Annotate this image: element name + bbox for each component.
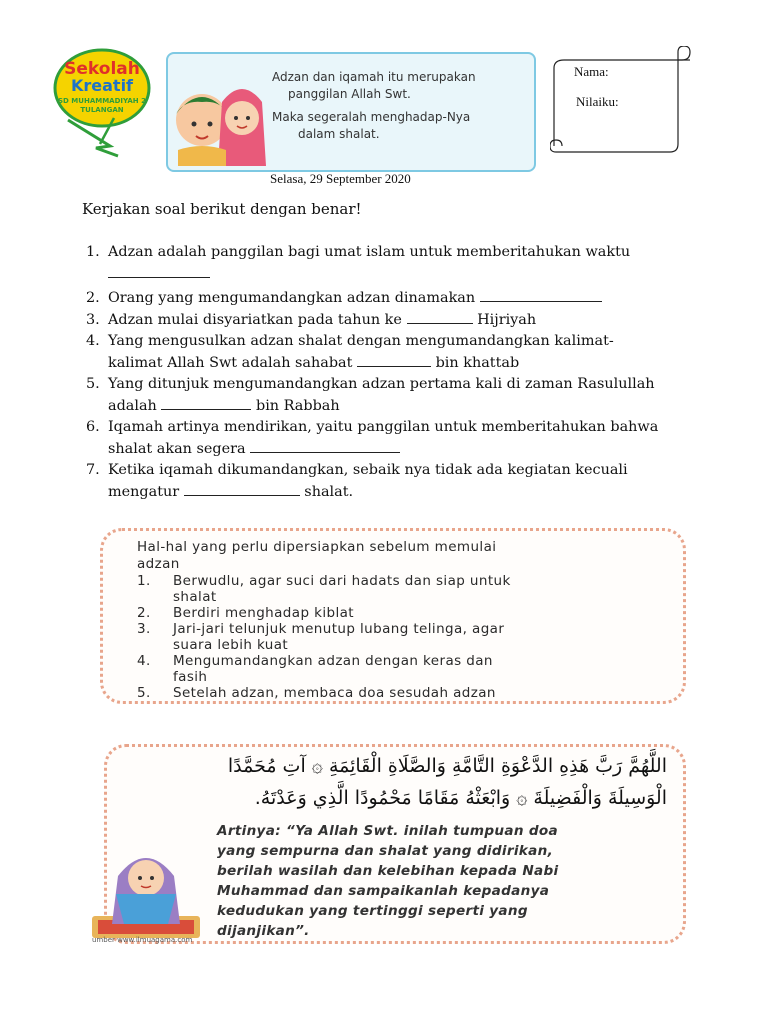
question-number: 4.	[86, 333, 100, 349]
answer-blank[interactable]	[250, 440, 400, 453]
question-text: Orang yang mengumandangkan adzan dinamakan	[108, 290, 480, 306]
answer-blank[interactable]	[108, 265, 210, 278]
question-2	[86, 288, 706, 310]
question-number: 5.	[86, 376, 100, 392]
children-illustration-icon	[170, 62, 270, 166]
prep-item-text: Jari-jari telunjuk menutup lubang telinga, agar	[173, 621, 505, 637]
question-text: mengatur	[108, 483, 184, 500]
question-5	[86, 374, 706, 417]
logo-text-sekolah: Sekolah	[64, 59, 140, 79]
question-text: Adzan mulai disyariatkan pada tahun ke	[108, 311, 407, 328]
prep-item-text: Setelah adzan, membaca doa sesudah adzan	[173, 685, 496, 701]
name-label: Nama:	[574, 64, 609, 79]
translation-line-4: Muhammad dan sampaikanlah kepadanya	[217, 883, 550, 899]
question-1	[86, 242, 706, 285]
logo-text-school: SD MUHAMMADIYAH 2	[58, 97, 146, 105]
question-list	[86, 242, 706, 503]
question-text: Yang ditunjuk mengumandangkan adzan pertama kali di zaman Rasulullah	[108, 376, 655, 392]
prep-item-text: Mengumandangkan adzan dengan keras dan	[173, 653, 493, 669]
image-source-credit: umber www.ilmuagama.com	[92, 936, 193, 944]
arabic-prayer-line-1: اللَّهُمَّ رَبَّ هَذِهِ الدَّعْوَةِ التَّامَّةِ وَالصَّلَاةِ الْقَائِمَةِ ۞ آتِ مُحَمَّدًا	[227, 755, 667, 777]
prep-item-number: 1.	[137, 573, 151, 589]
question-6	[86, 417, 706, 460]
worksheet-date: Selasa, 29 September 2020	[270, 171, 411, 186]
prep-item-number: 2.	[137, 605, 151, 621]
question-text: bin Rabbah	[251, 397, 340, 414]
question-text: adalah	[108, 397, 162, 414]
translation-line-2: yang sempurna dan shalat yang didirikan,	[217, 843, 554, 859]
question-number: 7.	[86, 462, 100, 478]
question-number: 2.	[86, 290, 100, 306]
preparation-title-cont: adzan	[137, 556, 180, 572]
question-text: Iqamah artinya mendirikan, yaitu panggilan untuk memberitahukan bahwa	[108, 419, 659, 435]
translation-line-6: dijanjikan”.	[217, 923, 310, 939]
instruction-text: Kerjakan soal berikut dengan benar!	[82, 200, 362, 218]
answer-blank[interactable]	[357, 354, 431, 367]
prep-item-number: 3.	[137, 621, 151, 637]
question-text: shalat.	[299, 483, 354, 500]
translation-line-1: Artinya: “Ya Allah Swt. inilah tumpuan doa	[217, 823, 558, 839]
prep-item-text: fasih	[173, 669, 208, 685]
banner-line-4: dalam shalat.	[298, 127, 380, 141]
answer-blank[interactable]	[161, 397, 251, 410]
banner-line-1: Adzan dan iqamah itu merupakan	[272, 70, 476, 84]
score-label: Nilaiku:	[576, 94, 619, 109]
prep-item-text: Berwudlu, agar suci dari hadats dan siap untuk	[173, 573, 511, 589]
question-7	[86, 460, 706, 503]
adzan-banner	[166, 52, 536, 172]
question-text: Adzan adalah panggilan bagi umat islam untuk memberitahukan waktu	[108, 244, 631, 260]
preparation-box	[100, 528, 686, 704]
answer-blank[interactable]	[407, 311, 473, 324]
question-4	[86, 331, 706, 374]
question-text: Yang mengusulkan adzan shalat dengan mengumandangkan kalimat-	[108, 333, 614, 349]
name-score-scroll	[550, 46, 696, 158]
question-text: bin khattab	[431, 354, 520, 371]
question-number: 1.	[86, 244, 100, 260]
question-text: shalat akan segera	[108, 440, 251, 457]
answer-blank[interactable]	[480, 289, 602, 302]
banner-line-2: panggilan Allah Swt.	[288, 87, 411, 101]
question-text: kalimat Allah Swt adalah sahabat	[108, 354, 357, 371]
logo-text-city: TULANGAN	[80, 106, 124, 114]
preparation-title: Hal-hal yang perlu dipersiapkan sebelum memulai	[137, 539, 497, 555]
prep-item-text: suara lebih kuat	[173, 637, 289, 653]
school-logo	[50, 48, 154, 160]
translation-line-3: berilah wasilah dan kelebihan kepada Nabi	[217, 863, 559, 879]
question-number: 3.	[86, 311, 100, 328]
logo-text-kreatif: Kreatif	[70, 76, 134, 95]
answer-blank[interactable]	[184, 483, 300, 496]
question-3	[86, 310, 706, 332]
question-text: Ketika iqamah dikumandangkan, sebaik nya tidak ada kegiatan kecuali	[108, 462, 628, 478]
question-number: 6.	[86, 419, 100, 435]
prep-item-number: 5.	[137, 685, 151, 701]
question-text: Hijriyah	[472, 311, 537, 328]
arabic-prayer-line-2: الْوَسِيلَةَ وَالْفَضِيلَةَ ۞ وَابْعَثْهُ مَقَامًا مَحْمُودًا الَّذِي وَعَدْتَهُ.	[254, 787, 667, 809]
translation-line-5: kedudukan yang tertinggi seperti yang	[217, 903, 528, 919]
prep-item-text: shalat	[173, 589, 217, 605]
banner-line-3: Maka segeralah menghadap-Nya	[272, 110, 471, 124]
prep-item-number: 4.	[137, 653, 151, 669]
praying-girl-icon	[88, 832, 204, 946]
prep-item-text: Berdiri menghadap kiblat	[173, 605, 354, 621]
